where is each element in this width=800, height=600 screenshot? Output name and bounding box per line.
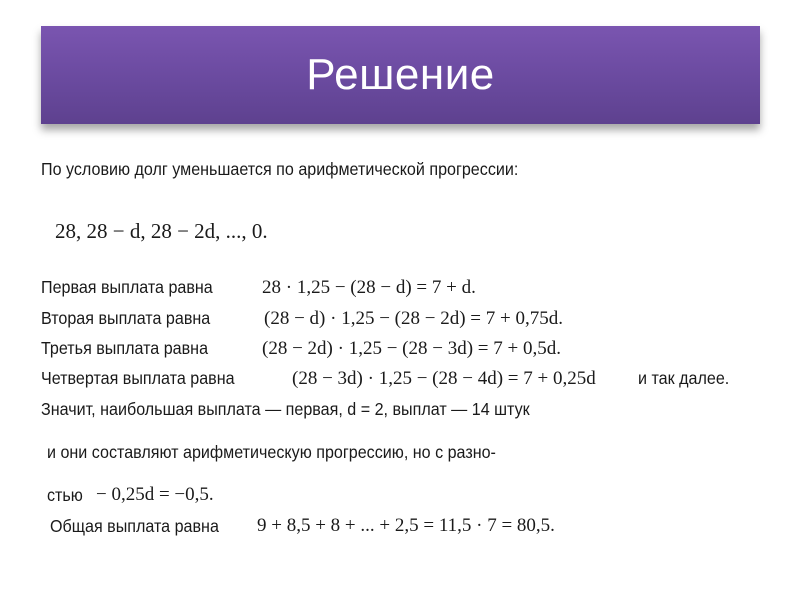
payment-4-label: Четвертая выплата равна: [41, 368, 235, 388]
payment-4-formula: (28 − 3d) · 1,25 − (28 − 4d) = 7 + 0,25d: [292, 368, 596, 389]
intro-text: По условию долг уменьшается по арифметической прогрессии:: [41, 159, 519, 179]
payment-1-formula: 28 · 1,25 − (28 − d) = 7 + d.: [262, 277, 476, 298]
sequence-formula: 28, 28 − d, 28 − 2d, ..., 0.: [55, 219, 268, 243]
payment-4-suffix: и так далее.: [638, 368, 730, 388]
payment-3-formula: (28 − 2d) · 1,25 − (28 − 3d) = 7 + 0,5d.: [262, 338, 561, 359]
slide-title: Решение: [306, 50, 495, 99]
total-formula: 9 + 8,5 + 8 + ... + 2,5 = 11,5 · 7 = 80,5.: [257, 515, 555, 536]
payment-3-label: Третья выплата равна: [41, 338, 209, 358]
payment-1-label: Первая выплата равна: [41, 277, 213, 297]
conclusion-text: Значит, наибольшая выплата — первая, d = 2, выплат — 14 штук: [41, 399, 530, 419]
title-bar: [41, 26, 760, 124]
difference-label: стью: [47, 485, 83, 505]
difference-formula: − 0,25d = −0,5.: [96, 484, 214, 505]
payment-2-label: Вторая выплата равна: [41, 308, 211, 328]
payment-2-formula: (28 − d) · 1,25 − (28 − 2d) = 7 + 0,75d.: [264, 308, 563, 329]
progression-text: и они составляют арифметическую прогрессию, но с разно-: [47, 442, 496, 462]
total-label: Общая выплата равна: [50, 516, 219, 536]
